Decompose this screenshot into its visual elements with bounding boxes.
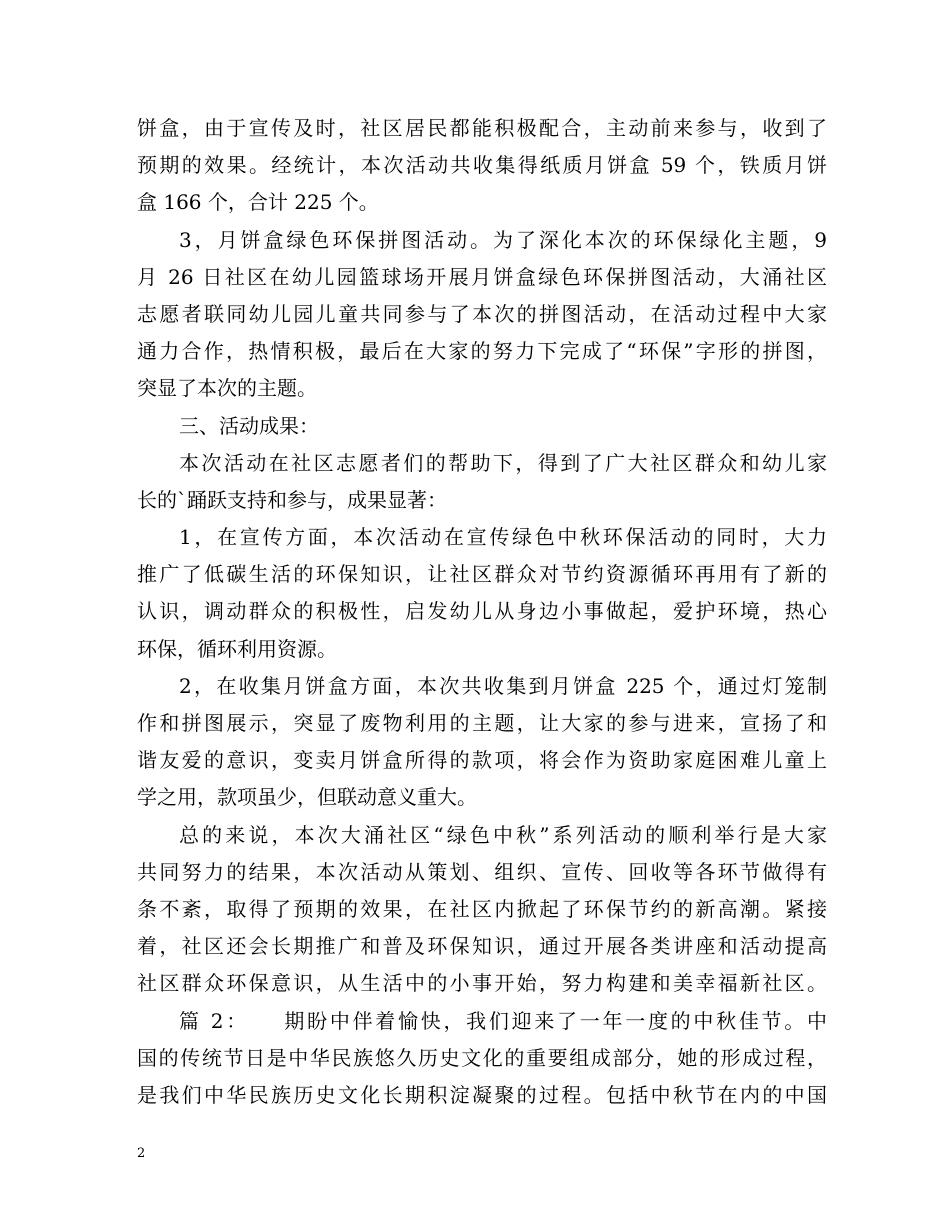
text-line: 条不紊，取得了预期的效果，在社区内掀起了环保节约的新高潮。紧接 <box>137 896 827 921</box>
text-line: 认识，调动群众的积极性，启发幼儿从身边小事做起，爱护环境，热心 <box>137 599 827 624</box>
text-line: 篇 2： 期盼中伴着愉快，我们迎来了一年一度的中秋佳节。中 <box>179 1008 827 1033</box>
page-number: 2 <box>137 1146 146 1161</box>
text-line: 3，月饼盒绿色环保拼图活动。为了深化本次的环保绿化主题，9 <box>179 227 827 252</box>
text-line: 作和拼图展示，突显了废物利用的主题，让大家的参与进来，宣扬了和 <box>137 711 827 735</box>
text-line: 三、活动成果： <box>179 413 319 438</box>
text-line: 1，在宣传方面，本次活动在宣传绿色中秋环保活动的同时，大力 <box>179 525 827 550</box>
text-line: 国的传统节日是中华民族悠久历史文化的重要组成部分，她的形成过程， <box>137 1045 827 1070</box>
text-line: 是我们中华民族历史文化长期积淀凝聚的过程。包括中秋节在内的中国 <box>137 1082 827 1107</box>
text-line: 推广了低碳生活的环保知识，让社区群众对节约资源循环再用有了新的 <box>137 562 827 587</box>
text-line: 共同努力的结果，本次活动从策划、组织、宣传、回收等各环节做得有 <box>137 859 827 884</box>
text-line: 环保，循环利用资源。 <box>137 636 337 661</box>
text-line: 2，在收集月饼盒方面，本次共收集到月饼盒 225 个，通过灯笼制 <box>179 673 827 698</box>
text-line: 长的`踊跃支持和参与，成果显著： <box>137 487 447 512</box>
text-line: 谐友爱的意识，变卖月饼盒所得的款项，将会作为资助家庭困难儿童上 <box>137 748 827 773</box>
text-line: 预期的效果。经统计，本次活动共收集得纸质月饼盒 59 个，铁质月饼 <box>137 153 827 178</box>
text-line: 月 26 日社区在幼儿园篮球场开展月饼盒绿色环保拼图活动，大涌社区 <box>137 264 827 289</box>
text-line: 着，社区还会长期推广和普及环保知识，通过开展各类讲座和活动提高 <box>137 934 827 959</box>
text-line: 志愿者联同幼儿园儿童共同参与了本次的拼图活动，在活动过程中大家 <box>137 301 827 326</box>
body-text <box>137 110 827 1114</box>
text-line: 社区群众环保意识，从生活中的小事开始，努力构建和美幸福新社区。 <box>137 971 827 996</box>
text-line: 通力合作，热情积极，最后在大家的努力下完成了“环保”字形的拼图， <box>137 339 827 364</box>
text-line: 盒 166 个，合计 225 个。 <box>137 190 379 215</box>
text-line: 本次活动在社区志愿者们的帮助下，得到了广大社区群众和幼儿家 <box>179 450 827 475</box>
text-line: 突显了本次的主题。 <box>137 376 317 401</box>
text-line: 饼盒，由于宣传及时，社区居民都能积极配合，主动前来参与，收到了 <box>137 116 827 140</box>
text-line: 总的来说，本次大涌社区“绿色中秋”系列活动的顺利举行是大家 <box>179 822 827 847</box>
text-line: 学之用，款项虽少，但联动意义重大。 <box>137 785 477 810</box>
